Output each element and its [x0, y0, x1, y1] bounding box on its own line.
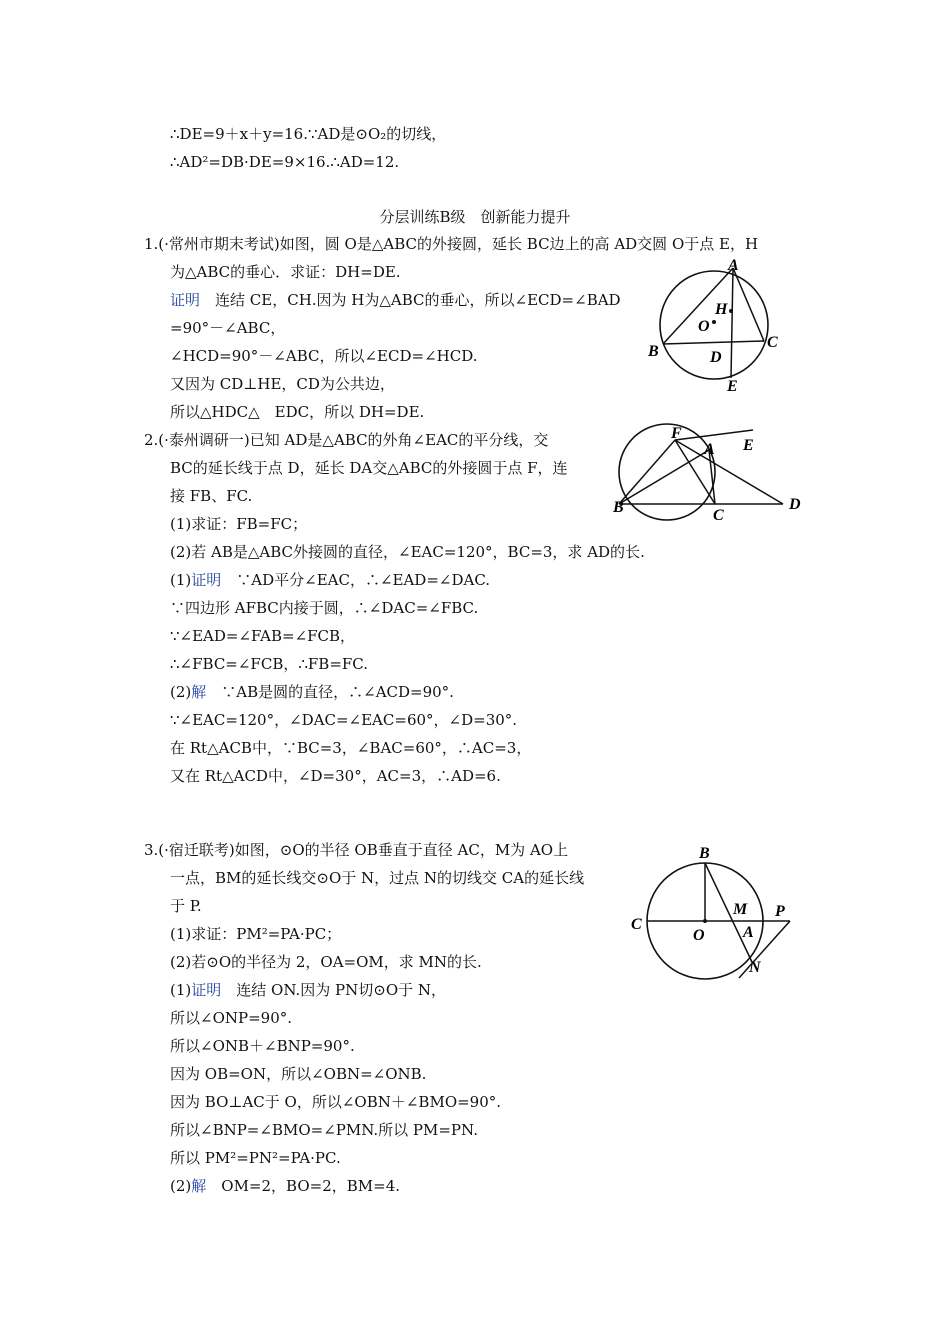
p1-line-6: 又因为 CD⊥HE，CD为公共边， — [170, 375, 395, 393]
p3-line-6 — [170, 980, 446, 1000]
prev-line-1: ∴DE=9＋x＋y=16.∵AD是⊙O₂的切线， — [170, 125, 447, 143]
fig3-label-P: P — [775, 903, 785, 920]
p1-line-1: 1.(·常州市期末考试)如图，圆 O是△ABC的外接圆，延长 BC边上的高 AD交圆 O于点 E，H — [144, 235, 759, 253]
p2-line-6 — [170, 570, 490, 590]
proof-label: 证明 — [170, 291, 201, 309]
p3-line-11: 所以∠BNP=∠BMO=∠PMN.所以 PM=PN. — [170, 1121, 478, 1139]
figure-3 — [625, 840, 800, 985]
p3-line-5: (2)若⊙O的半径为 2，OA=OM，求 MN的长. — [170, 953, 482, 971]
fig2-label-A: A — [704, 441, 715, 458]
solve-label: 解 — [191, 683, 207, 701]
section-title: 分层训练B级 创新能力提升 — [379, 208, 571, 226]
proof-label: 证明 — [191, 981, 222, 999]
p1-line-2: 为△ABC的垂心．求证：DH=DE. — [170, 263, 401, 281]
p3-line-8: 所以∠ONB＋∠BNP=90°. — [170, 1037, 355, 1055]
p2-line-12: 在 Rt△ACB中，∵BC=3，∠BAC=60°，∴AC=3， — [170, 739, 532, 757]
p3-line-7: 所以∠ONP=90°. — [170, 1009, 293, 1027]
p2-line-13: 又在 Rt△ACD中，∠D=30°，AC=3，∴AD=6. — [170, 767, 501, 785]
p2-line-11: ∵∠EAC=120°，∠DAC=∠EAC=60°，∠D=30°. — [170, 711, 518, 729]
p3-line-13-text: OM=2，BO=2，BM=4. — [206, 1177, 401, 1195]
fig3-label-C: C — [631, 916, 642, 933]
p3-line-12: 所以 PM²=PN²=PA·PC. — [170, 1149, 341, 1167]
proof-label: 证明 — [191, 571, 222, 589]
fig3-label-O: O — [693, 927, 705, 944]
fig2-label-E: E — [743, 437, 754, 454]
p1-line-5: ∠HCD=90°－∠ABC，所以∠ECD=∠HCD. — [170, 347, 478, 365]
p2-part-2: (2) — [170, 683, 192, 701]
fig1-label-B: B — [648, 343, 659, 360]
p3-line-13 — [170, 1176, 400, 1196]
p3-line-6-text: 连结 ON.因为 PN切⊙O于 N， — [221, 981, 447, 999]
fig1-label-O: O — [698, 318, 710, 335]
p2-line-10-text: ∵AB是圆的直径，∴∠ACD=90°. — [206, 683, 454, 701]
p2-line-3: 接 FB、FC. — [170, 487, 253, 505]
p2-line-5: (2)若 AB是△ABC外接圆的直径，∠EAC=120°，BC=3，求 AD的长. — [170, 543, 645, 561]
fig2-label-B: B — [613, 499, 624, 516]
fig1-label-D: D — [710, 349, 722, 366]
p3-part-2: (2) — [170, 1177, 192, 1195]
fig3-label-N: N — [749, 959, 761, 976]
p2-line-7: ∵四边形 AFBC内接于圆，∴∠DAC=∠FBC. — [170, 599, 479, 617]
fig1-label-E: E — [727, 378, 738, 395]
p3-part-1: (1) — [170, 981, 192, 999]
p3-line-1: 3.(·宿迁联考)如图，⊙O的半径 OB垂直于直径 AC，M为 AO上 — [144, 841, 569, 859]
p3-line-3: 于 P. — [170, 897, 202, 915]
fig2-label-F: F — [671, 425, 682, 442]
fig1-label-A: A — [728, 257, 739, 274]
p2-line-2: BC的延长线于点 D，延长 DA交△ABC的外接圆于点 F，连 — [170, 459, 568, 477]
p3-line-10: 因为 BO⊥AC于 O，所以∠OBN＋∠BMO=90°. — [170, 1093, 502, 1111]
fig3-label-A: A — [743, 924, 754, 941]
solve-label: 解 — [191, 1177, 207, 1195]
fig1-label-C: C — [767, 334, 778, 351]
p1-line-4: =90°－∠ABC， — [170, 319, 286, 337]
p2-line-8: ∵∠EAD=∠FAB=∠FCB， — [170, 627, 356, 645]
fig2-label-D: D — [789, 496, 801, 513]
fig3-label-B: B — [699, 845, 710, 862]
fig3-label-M: M — [733, 901, 748, 918]
prev-line-2: ∴AD²=DB·DE=9×16.∴AD=12. — [170, 153, 400, 171]
figure-1 — [640, 250, 790, 400]
p3-line-4: (1)求证：PM²=PA·PC； — [170, 925, 342, 943]
figure-2 — [605, 420, 810, 530]
p2-line-6-text: ∵AD平分∠EAC，∴∠EAD=∠DAC. — [221, 571, 491, 589]
p2-line-9: ∴∠FBC=∠FCB，∴FB=FC. — [170, 655, 369, 673]
fig1-label-H: H — [715, 301, 728, 318]
p1-line-3-text: 连结 CE，CH.因为 H为△ABC的垂心，所以∠ECD=∠BAD — [200, 291, 621, 309]
p1-line-7: 所以△HDC△ EDC，所以 DH=DE. — [170, 403, 425, 421]
p1-line-3 — [170, 290, 621, 310]
p3-line-2: 一点，BM的延长线交⊙O于 N，过点 N的切线交 CA的延长线 — [170, 869, 585, 887]
fig2-label-C: C — [713, 507, 724, 524]
p2-line-4: (1)求证：FB=FC； — [170, 515, 308, 533]
p2-line-10 — [170, 682, 454, 702]
p3-line-9: 因为 OB=ON，所以∠OBN=∠ONB. — [170, 1065, 427, 1083]
p2-part-1: (1) — [170, 571, 192, 589]
p2-line-1: 2.(·泰州调研一)已知 AD是△ABC的外角∠EAC的平分线，交 — [144, 431, 549, 449]
